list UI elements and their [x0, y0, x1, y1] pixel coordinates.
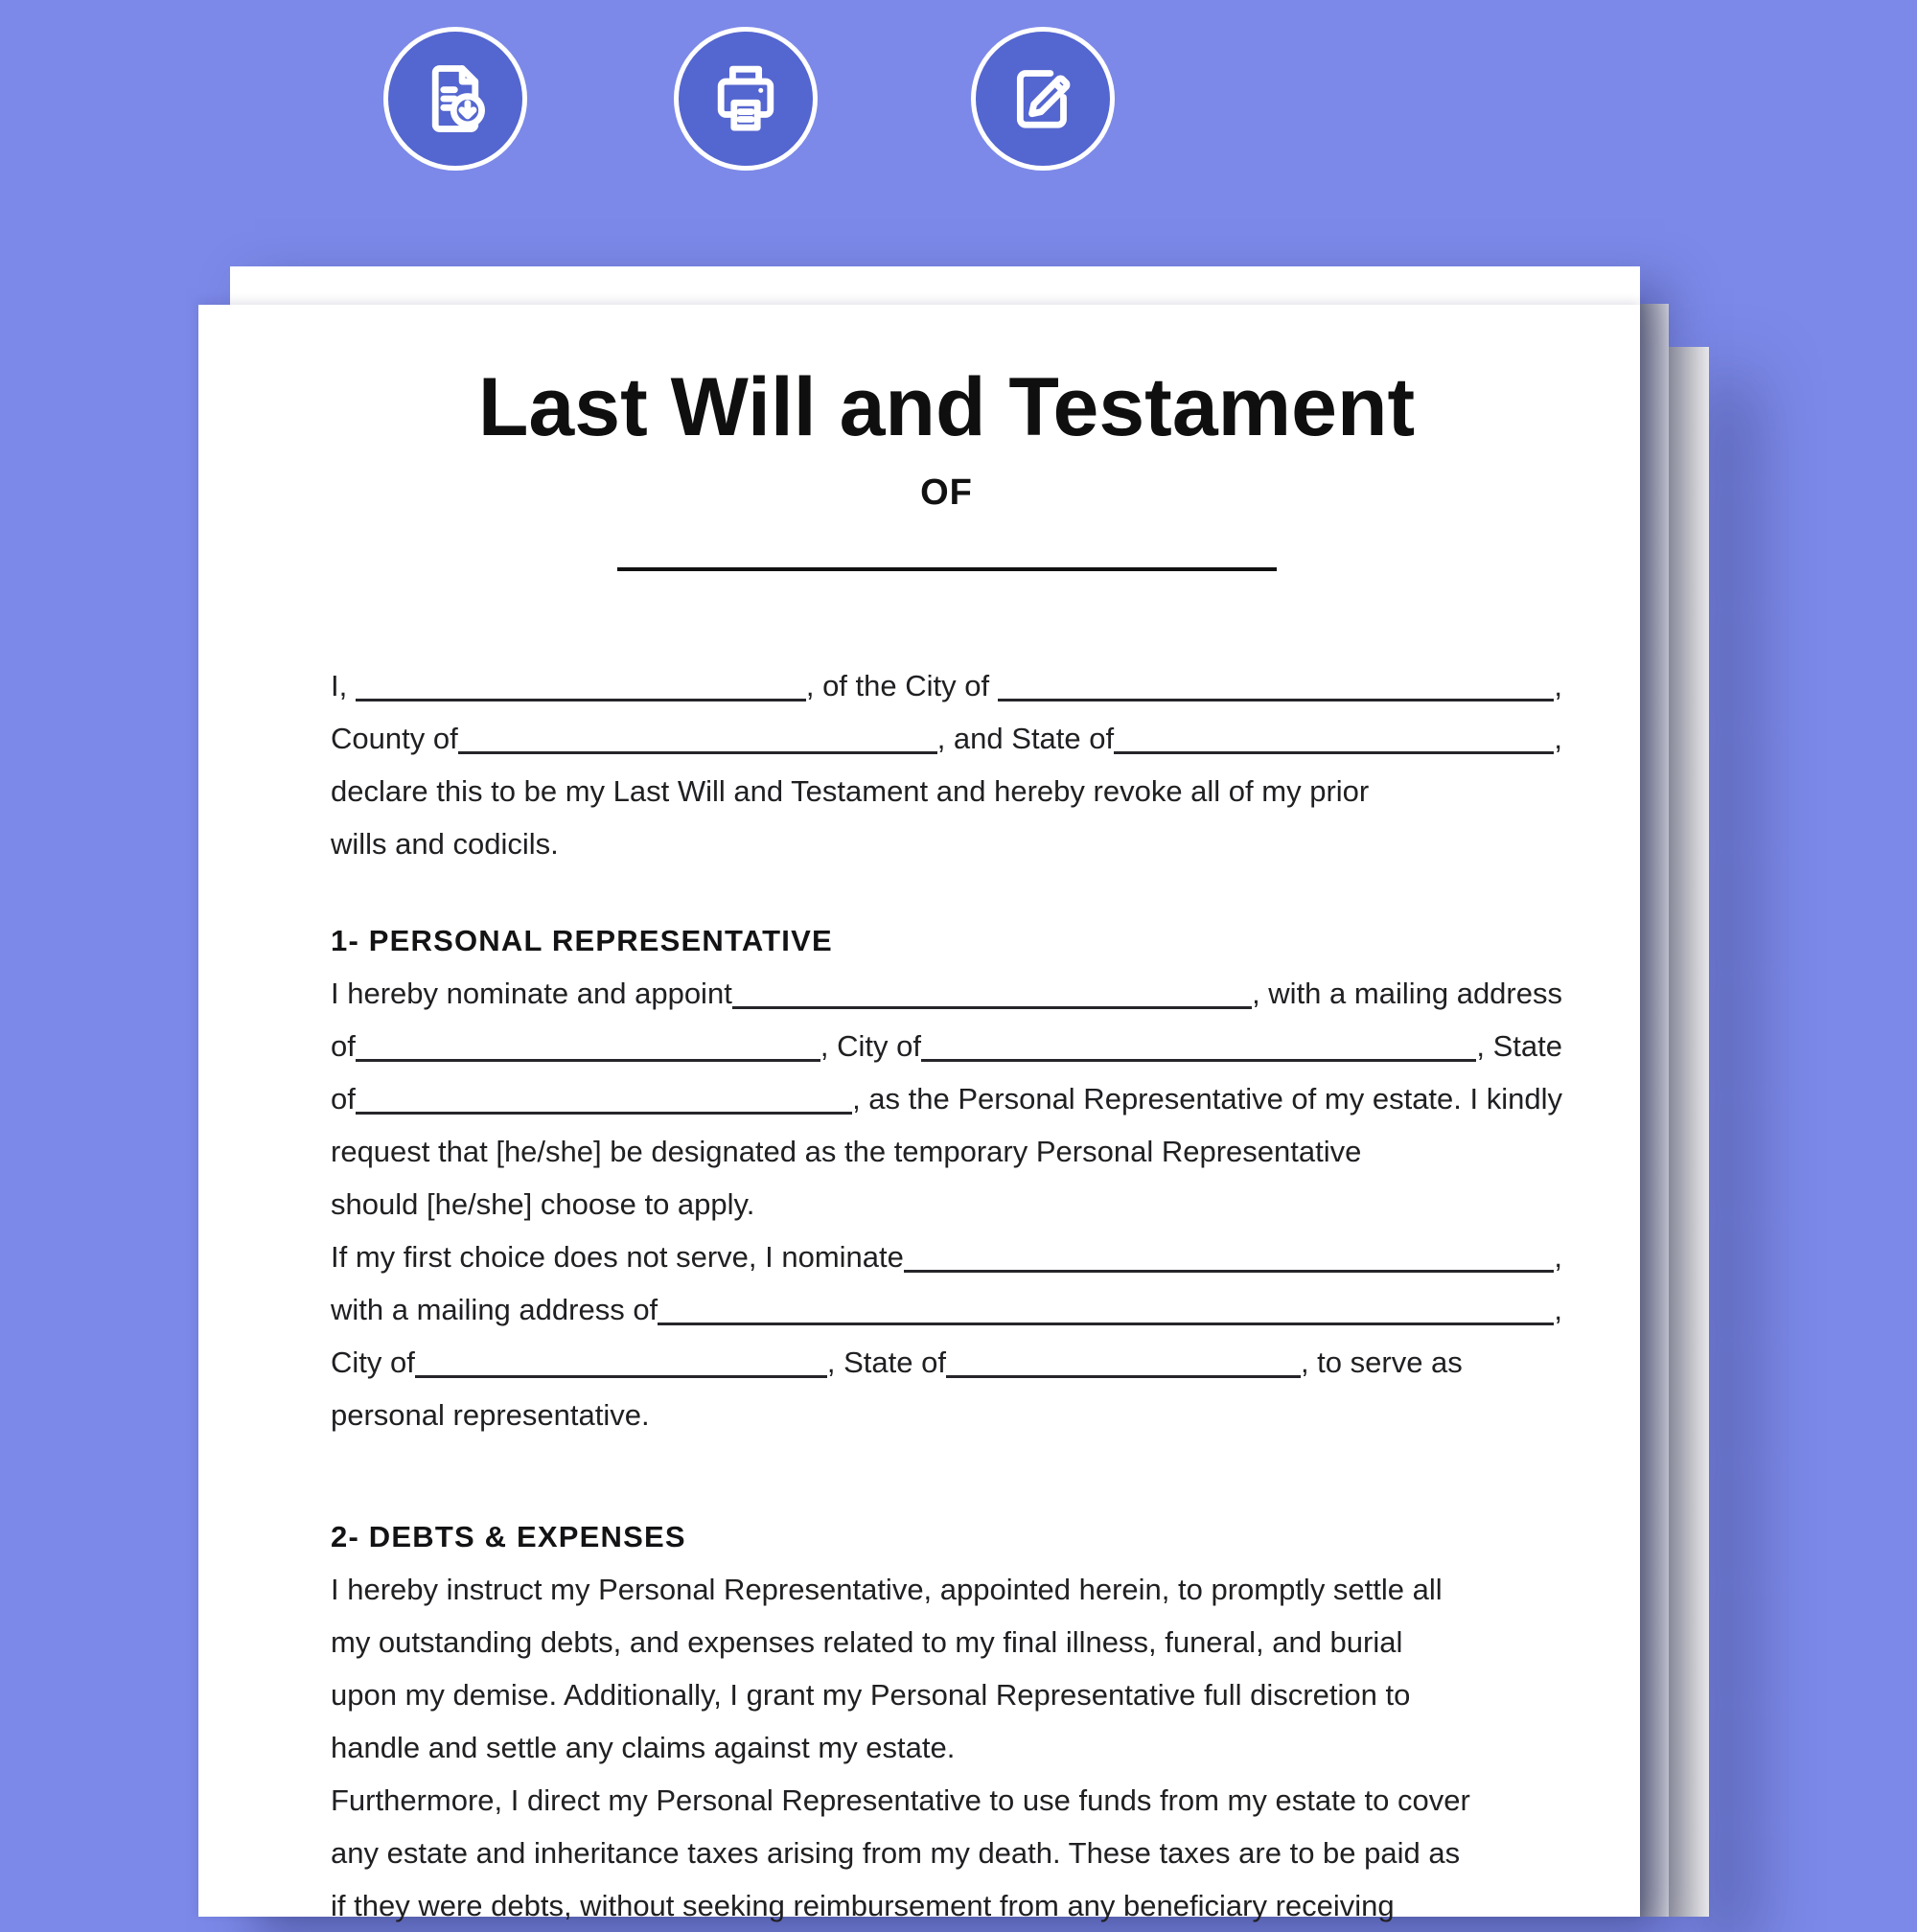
section1-text: I hereby nominate and appoint — [331, 976, 732, 1010]
form-line — [331, 1230, 1562, 1283]
section1-text: request that [he/she] be designated as the temporary Personal Representative — [331, 1134, 1362, 1168]
intro-text: , — [1554, 668, 1562, 702]
printer-icon — [704, 58, 787, 140]
edit-button[interactable] — [971, 27, 1115, 171]
paragraph-line — [331, 1563, 1562, 1616]
section-heading-personal-representative: 1- PERSONAL REPRESENTATIVE — [331, 923, 833, 957]
section2-text: I hereby instruct my Personal Representative, appointed herein, to promptly settle all — [331, 1572, 1443, 1606]
paragraph-line — [331, 1389, 1562, 1441]
form-line — [331, 712, 1562, 765]
form-line — [331, 967, 1562, 1020]
will-document-page — [198, 305, 1640, 1922]
form-line — [331, 1020, 1562, 1072]
section1-text: , — [1554, 1239, 1562, 1274]
section1-text: with a mailing address of — [331, 1292, 658, 1326]
form-line — [331, 659, 1562, 712]
form-line — [331, 1072, 1562, 1125]
paragraph-line — [331, 1125, 1562, 1178]
section1-text: of — [331, 1081, 356, 1116]
county-blank[interactable] — [458, 712, 937, 754]
paragraph-line — [331, 817, 1562, 870]
document-title: Last Will and Testament — [477, 361, 1416, 453]
section1-text: , as the Personal Representative of my estate. I kindly — [852, 1081, 1562, 1116]
download-document-icon — [414, 58, 497, 140]
intro-text: , and State of — [936, 721, 1115, 755]
form-line — [331, 1336, 1562, 1389]
paragraph-line — [331, 1178, 1562, 1230]
section2-text: upon my demise. Additionally, I grant my Personal Representative full discretion to — [331, 1677, 1411, 1712]
page-stack-edge — [1669, 347, 1709, 1917]
section1-text: , City of — [820, 1028, 921, 1063]
intro-text: , — [1554, 721, 1562, 755]
section1-text: , with a mailing address — [1252, 976, 1562, 1010]
section1-text: , State of — [826, 1345, 946, 1379]
representative-state-blank[interactable] — [356, 1072, 852, 1115]
paragraph-line — [331, 1827, 1562, 1879]
intro-text: County of — [331, 721, 458, 755]
intro-text: , of the City of — [805, 668, 998, 702]
section1-text: , State — [1476, 1028, 1562, 1063]
representative-address-blank[interactable] — [356, 1020, 820, 1062]
section2-text: any estate and inheritance taxes arising from my death. These taxes are to be paid as — [331, 1835, 1461, 1870]
section1-text: , — [1554, 1292, 1562, 1326]
alternate-representative-name-blank[interactable] — [904, 1230, 1555, 1273]
paragraph-line — [331, 1668, 1562, 1721]
intro-text: declare this to be my Last Will and Testament and hereby revoke all of my prior — [331, 773, 1370, 808]
edit-icon — [1002, 58, 1084, 140]
section2-text: Furthermore, I direct my Personal Representative to use funds from my estate to cover — [331, 1782, 1470, 1817]
section2-text: if they were debts, without seeking reimbursement from any beneficiary receiving — [331, 1888, 1395, 1922]
of-label: OF — [920, 472, 973, 513]
paragraph-line — [331, 1721, 1562, 1774]
testator-name-blank[interactable] — [617, 567, 1277, 571]
section1-text: , to serve as — [1300, 1345, 1463, 1379]
state-blank[interactable] — [1114, 712, 1554, 754]
representative-name-blank[interactable] — [732, 967, 1252, 1009]
download-button[interactable] — [383, 27, 527, 171]
paragraph-line — [331, 765, 1562, 817]
paragraph-line — [331, 1616, 1562, 1668]
alternate-representative-state-blank[interactable] — [946, 1336, 1301, 1378]
testator-name-inline-blank[interactable] — [356, 659, 806, 702]
page-stack-edge — [1640, 304, 1669, 1917]
intro-text: wills and codicils. — [331, 826, 559, 861]
section1-text: City of — [331, 1345, 415, 1379]
section2-text: handle and settle any claims against my estate. — [331, 1730, 956, 1764]
paragraph-line — [331, 1879, 1562, 1932]
paragraph-line — [331, 1774, 1562, 1827]
section1-text: should [he/she] choose to apply. — [331, 1186, 755, 1221]
print-button[interactable] — [674, 27, 818, 171]
document-body — [331, 659, 1562, 1932]
intro-text: I, — [331, 668, 356, 702]
section1-text: If my first choice does not serve, I nominate — [331, 1239, 904, 1274]
alternate-representative-address-blank[interactable] — [658, 1283, 1554, 1325]
representative-city-blank[interactable] — [921, 1020, 1476, 1062]
alternate-representative-city-blank[interactable] — [415, 1336, 827, 1378]
section2-text: my outstanding debts, and expenses related to my final illness, funeral, and burial — [331, 1624, 1403, 1659]
city-blank[interactable] — [998, 659, 1555, 702]
section1-text: personal representative. — [331, 1397, 650, 1432]
section1-text: of — [331, 1028, 356, 1063]
section-heading-debts-expenses: 2- DEBTS & EXPENSES — [331, 1519, 686, 1553]
form-line — [331, 1283, 1562, 1336]
